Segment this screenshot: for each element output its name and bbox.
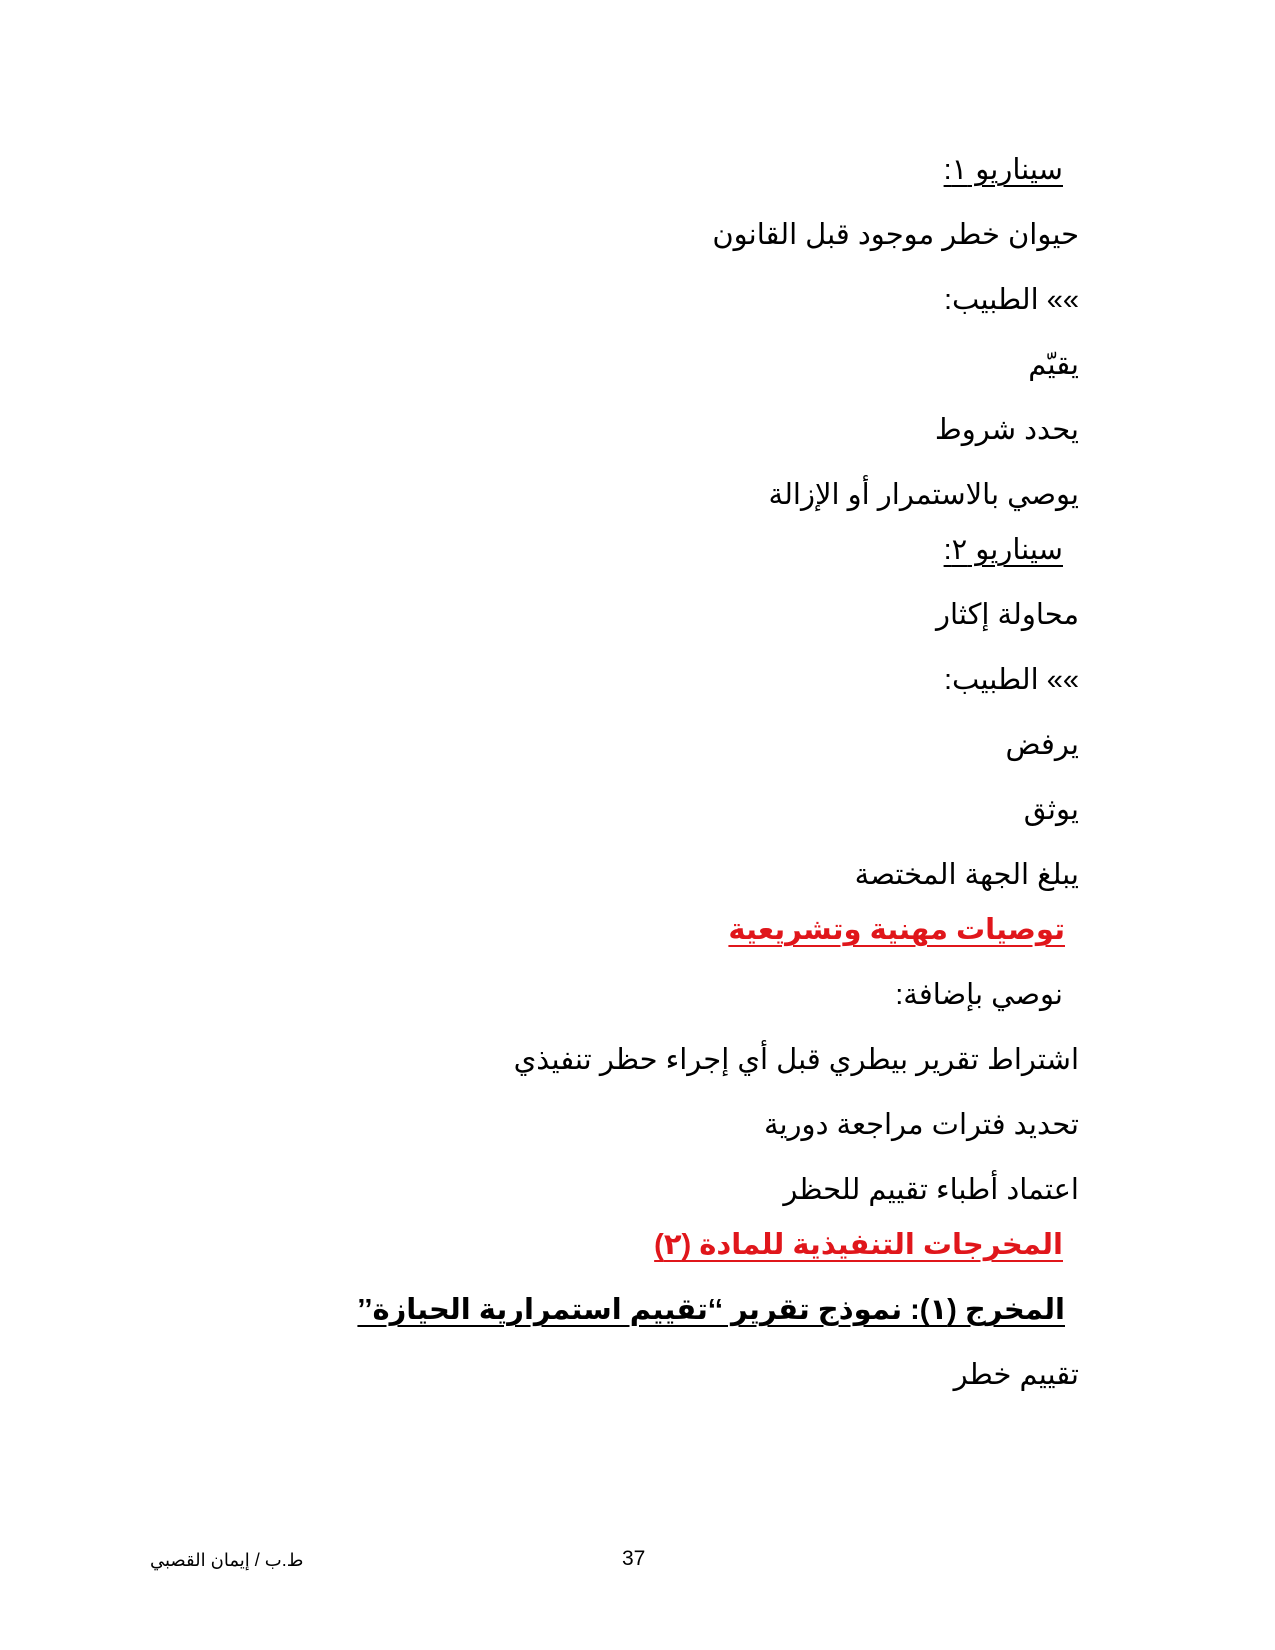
scenario-2-doctor-label: »» الطبيب: <box>943 664 1079 696</box>
scenario-1-action-recommend: يوصي بالاستمرار أو الإزالة <box>768 479 1079 511</box>
scenario-1-action-evaluate: يقيّم <box>1028 349 1079 381</box>
scenario-2-action-document: يوثق <box>1023 794 1079 826</box>
scenario-1-doctor-label: »» الطبيب: <box>943 284 1079 316</box>
recommendation-item-3: اعتماد أطباء تقييم للحظر <box>783 1174 1079 1206</box>
page-number: 37 <box>622 1547 646 1570</box>
scenario-2-action-report: يبلغ الجهة المختصة <box>854 859 1079 891</box>
output-1-heading: المخرج (١): نموذج تقرير ‘‘تقييم استمرارية الحيازة’’ <box>357 1294 1065 1326</box>
scenario-1-heading: سيناريو ١: <box>943 154 1063 186</box>
recommendation-item-2: تحديد فترات مراجعة دورية <box>763 1109 1079 1141</box>
footer-author: ط.ب / إيمان القصبي <box>150 1550 304 1570</box>
scenario-1-case: حيوان خطر موجود قبل القانون <box>712 219 1079 251</box>
recommendation-item-1: اشتراط تقرير بيطري قبل أي إجراء حظر تنفيذي <box>513 1044 1079 1076</box>
recommendations-heading: توصيات مهنية وتشريعية <box>728 914 1065 946</box>
scenario-2-heading: سيناريو ٢: <box>943 534 1063 566</box>
recommendations-intro: نوصي بإضافة: <box>895 979 1063 1011</box>
scenario-2-action-refuse: يرفض <box>1005 729 1079 761</box>
scenario-1-action-conditions: يحدد شروط <box>934 414 1079 446</box>
outputs-heading: المخرجات التنفيذية للمادة (٢) <box>654 1229 1063 1261</box>
output-1-item-risk: تقييم خطر <box>953 1359 1079 1391</box>
scenario-2-case: محاولة إكثار <box>936 599 1079 631</box>
